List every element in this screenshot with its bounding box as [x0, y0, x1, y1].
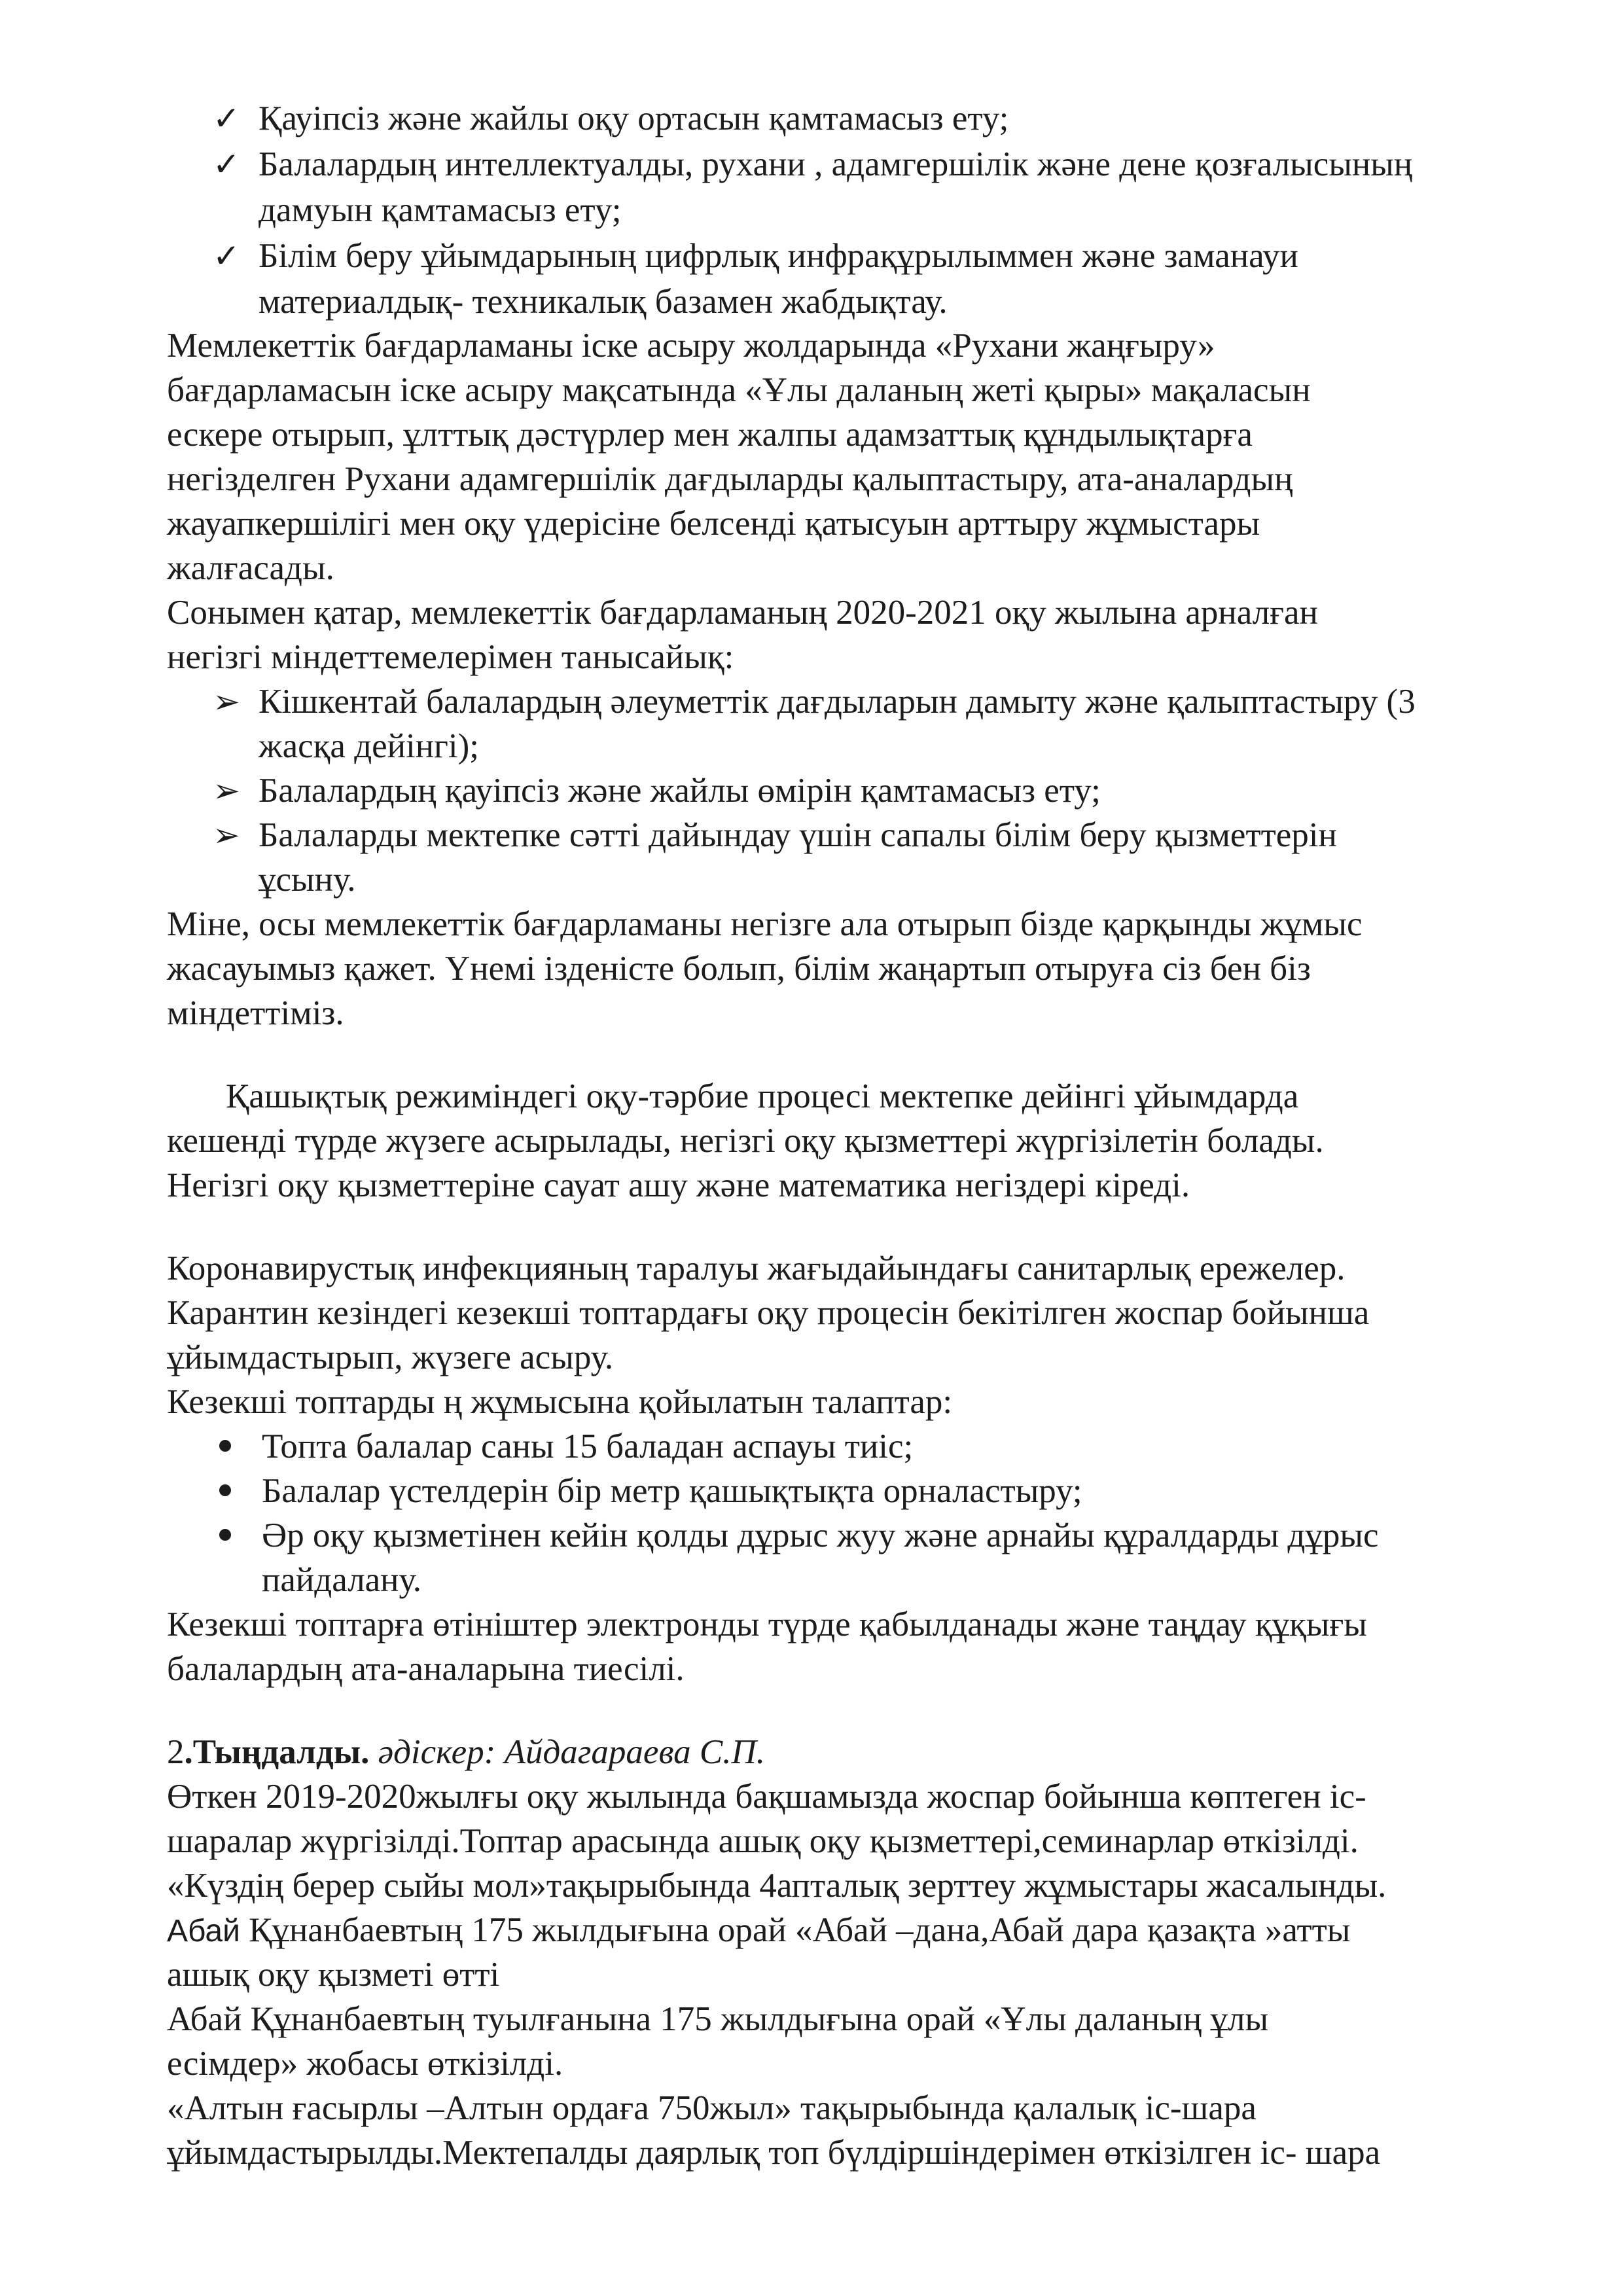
paragraph-line: Кезекші топтарды ң жұмысына қойылатын талаптар: — [167, 1383, 953, 1421]
paragraph-line: Міне, осы мемлекеттік бағдарламаны негізге ала отырып бізде қарқынды жұмыс — [167, 905, 1363, 943]
arrow-bullet-icon: ➢ — [213, 816, 240, 854]
bullet-dot-icon — [219, 1440, 231, 1452]
paragraph-line: негізделген Рухани адамгершілік дағдыларды қалыптастыру, ата-аналардың — [167, 460, 1293, 498]
arrow-list-item-1-line-1: Кішкентай балалардың әлеуметтік дағдыларын дамыту және қалыптастыру (3 — [259, 683, 1416, 721]
checkmark-icon: ✓ — [213, 237, 240, 275]
paragraph-line: кешенді түрде жүзеге асырылады, негізгі оқу қызметтері жүргізілетін болады. — [167, 1122, 1324, 1160]
paragraph-line: жасауымыз қажет. Үнемі ізденісте болып, білім жаңартып отыруға сіз бен біз — [167, 950, 1311, 988]
section-2-heading — [167, 1731, 765, 1774]
arrow-list-item-3-line-2: ұсыну. — [259, 861, 356, 899]
arrow-bullet-icon: ➢ — [213, 683, 240, 721]
paragraph-line: шаралар жүргізілді.Топтар арасында ашық оқу қызметтері,семинарлар өткізілді. — [167, 1822, 1359, 1860]
paragraph-line: Кезекші топтарға өтініштер электронды түрде қабылданады және таңдау құқығы — [167, 1605, 1367, 1643]
paragraph-line: Абай Құнанбаевтың туылғанына 175 жылдығына орай «Ұлы даланың ұлы — [167, 2000, 1269, 2038]
section-title: .Тыңдалды. — [184, 1733, 370, 1771]
bullet-item-2-line-1: Балалар үстелдерін бір метр қашықтықта орналастыру; — [262, 1472, 1082, 1510]
checkmark-icon: ✓ — [213, 145, 240, 183]
bullet-dot-icon — [219, 1484, 231, 1496]
bullet-item-3-line-1: Әр оқу қызметінен кейін қолды дұрыс жуу және арнайы құралдарды дұрыс — [262, 1516, 1379, 1554]
paragraph-line: «Алтын ғасырлы –Алтын ордаға 750жыл» тақырыбында қалалық іс-шара — [167, 2089, 1257, 2127]
checklist-item-3-line-2: материалдық- техникалық базамен жабдықтау. — [259, 283, 948, 321]
paragraph-line: жауапкершілігі мен оқу үдерісіне белсенді қатысуын арттыру жұмыстары — [167, 505, 1260, 543]
arrow-bullet-icon: ➢ — [213, 772, 240, 810]
paragraph-line: Сонымен қатар, мемлекеттік бағдарламаның 2020-2021 оқу жылына арналған — [167, 594, 1318, 632]
bullet-item-1-line-1: Топта балалар саны 15 баладан аспауы тиіс; — [262, 1427, 914, 1465]
section-speaker: әдіскер: Айдагараева С.П. — [378, 1733, 765, 1771]
bullet-dot-icon — [219, 1529, 231, 1541]
checklist-item-2-line-1: Балалардың интеллектуалды, рухани , адамгершілік және дене қозғалысының — [259, 145, 1413, 183]
paragraph-line: есімдер» жобасы өткізілді. — [167, 2045, 563, 2083]
paragraph-line: «Күздің берер сыйы мол»тақырыбында 4апталық зерттеу жұмыстары жасалынды. — [167, 1867, 1387, 1905]
section-number: 2 — [167, 1733, 185, 1771]
paragraph-line: ашық оқу қызметі өтті — [167, 1956, 500, 1994]
checklist-item-1-line-1: Қауіпсіз және жайлы оқу ортасын қамтамасыз ету; — [259, 99, 1009, 137]
paragraph-line: Коронавирустық инфекцияның таралуы жағыдайындағы санитарлық ережелер. — [167, 1249, 1346, 1287]
checkmark-icon: ✓ — [213, 99, 240, 137]
checklist-item-3-line-1: Білім беру ұйымдарының цифрлық инфрақұрылыммен және заманауи — [259, 237, 1298, 275]
line-rest: Құнанбаевтың 175 жылдығына орай «Абай –дана,Абай дара қазақта »атты — [240, 1911, 1351, 1949]
paragraph-line: балалардың ата-аналарына тиесілі. — [167, 1650, 685, 1688]
paragraph-line: ескере отырып, ұлттық дәстүрлер мен жалпы адамзаттық құндылықтарға — [167, 416, 1253, 454]
checklist-item-2-line-2: дамуын қамтамасыз ету; — [259, 191, 622, 229]
paragraph-line: міндеттіміз. — [167, 994, 344, 1032]
paragraph-line: негізгі міндеттемелерімен танысайық: — [167, 638, 734, 676]
paragraph-line — [167, 1909, 1350, 1953]
arrow-list-item-3-line-1: Балаларды мектепке сәтті дайындау үшін сапалы білім беру қызметтерін — [259, 816, 1337, 854]
paragraph-line: Өткен 2019-2020жылғы оқу жылында бақшамызда жоспар бойынша көптеген іс- — [167, 1778, 1366, 1816]
paragraph-line: ұйымдастырып, жүзеге асыру. — [167, 1338, 614, 1376]
paragraph-line: бағдарламасын іске асыру мақсатында «Ұлы даланың жеті қыры» мақаласын — [167, 371, 1311, 409]
paragraph-line: Қашықтық режиміндегі оқу-тәрбие процесі мектепке дейінгі ұйымдарда — [226, 1077, 1299, 1115]
sans-prefix: Абай — [167, 1914, 240, 1948]
paragraph-line: жалғасады. — [167, 549, 334, 587]
bullet-item-3-line-2: пайдалану. — [262, 1561, 421, 1599]
paragraph-line: Карантин кезіндегі кезекші топтардағы оқу процесін бекітілген жоспар бойынша — [167, 1294, 1370, 1332]
arrow-list-item-2-line-1: Балалардың қауіпсіз және жайлы өмірін қамтамасыз ету; — [259, 772, 1101, 810]
arrow-list-item-1-line-2: жасқа дейінгі); — [259, 727, 479, 765]
paragraph-line: ұйымдастырылды.Мектепалды даярлық топ бүлдіршіндерімен өткізілген іс- шара — [167, 2134, 1381, 2172]
paragraph-line: Негізгі оқу қызметтеріне сауат ашу және математика негіздері кіреді. — [167, 1166, 1190, 1204]
paragraph-line: Мемлекеттік бағдарламаны іске асыру жолдарында «Рухани жаңғыру» — [167, 327, 1215, 365]
